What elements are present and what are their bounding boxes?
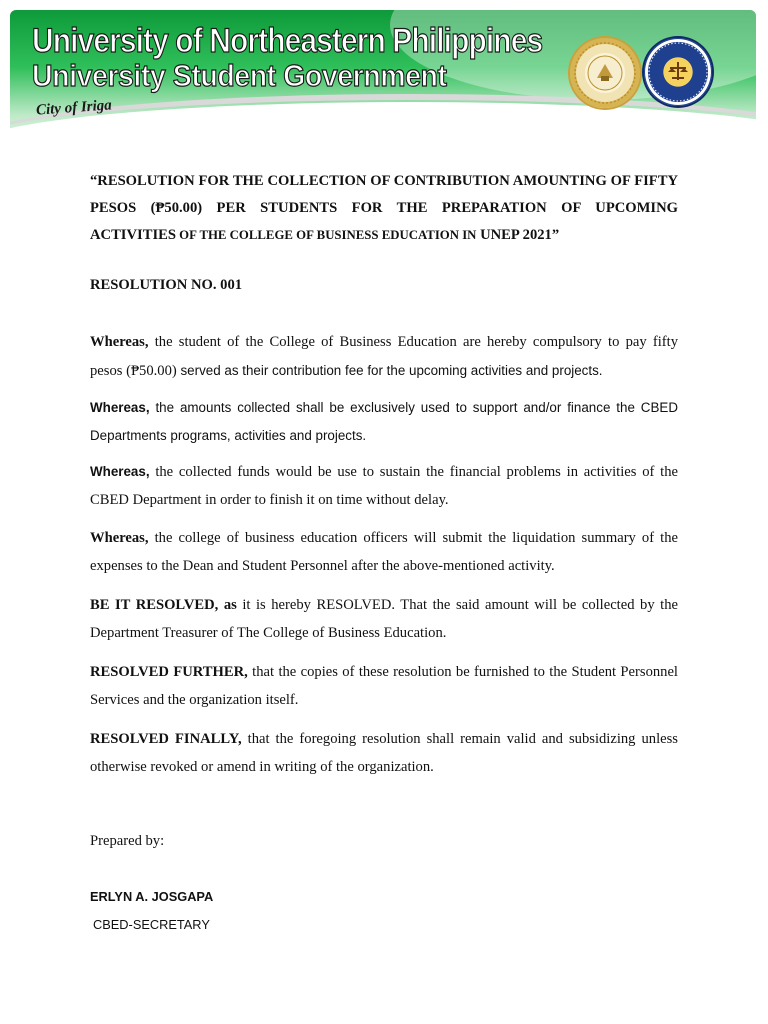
title-small: OF THE COLLEGE OF BUSINESS EDUCATION IN [175, 228, 477, 242]
paragraph-text-sans: served as their contribution fee for the upcoming activities and projects. [176, 362, 603, 378]
signer-position: CBED-SECRETARY [93, 917, 210, 932]
whereas-paragraph-1 [90, 329, 678, 385]
student-government-name: University Student Government [32, 58, 447, 93]
unep-seal-icon [570, 38, 640, 108]
paragraph-text: the collected funds would be use to sustain the financial problems in activities of the CBED Department in order to finish it on time without delay. [90, 464, 678, 508]
paragraph-text: that the copies of these resolution be furnished to the Student Personnel Services and the organization itself. [90, 664, 678, 708]
usg-seal-icon [644, 38, 712, 106]
resolution-document [90, 168, 678, 934]
paragraph-lead: Whereas, [90, 530, 149, 546]
resolution-title [90, 168, 678, 249]
city-signature: City of Iriga [35, 97, 113, 119]
university-name: University of Northeastern Philippines [32, 22, 543, 60]
whereas-paragraph-3 [90, 458, 678, 514]
whereas-paragraph-4 [90, 525, 678, 580]
be-it-resolved-paragraph [90, 592, 678, 647]
paragraph-lead: Whereas, [90, 400, 150, 415]
resolution-number: RESOLUTION NO. 001 [90, 277, 243, 293]
paragraph-lead: Whereas, [90, 464, 150, 479]
paragraph-text: the amounts collected shall be exclusively used to support and/or finance the CBED Departments programs, activities and projects. [90, 400, 678, 443]
signer-name: ERLYN A. JOSGAPA [90, 889, 214, 904]
resolved-further-paragraph [90, 659, 678, 714]
title-end: UNEP 2021” [476, 227, 560, 243]
paragraph-lead: Whereas, [90, 334, 149, 350]
paragraph-text: it is hereby RESOLVED. That the said amount will be collected by the Department Treasurer of The College of Business Education. [90, 597, 679, 641]
paragraph-lead: RESOLVED FINALLY, [90, 731, 242, 747]
letterhead-banner [10, 10, 756, 160]
title-main: “RESOLUTION FOR THE COLLECTION OF CONTRIBUTION AMOUNTING OF FIFTY PESOS (₱50.00) PER STUDENTS FOR THE PREPARATION OF UPCOMING ACTIVITIES [90, 173, 678, 243]
paragraph-text: the college of business education officers will submit the liquidation summary of the expenses to the Dean and Student Personnel after the above-mentioned activity. [90, 530, 678, 574]
paragraph-lead: RESOLVED FURTHER, [90, 664, 248, 680]
usg-seal-graphic [644, 38, 712, 106]
prepared-by-label: Prepared by: [90, 833, 165, 849]
paragraph-text: that the foregoing resolution shall remain valid and subsidizing unless otherwise revoked or amend in writing of the organization. [90, 731, 678, 775]
whereas-paragraph-2 [90, 394, 678, 449]
unep-seal-graphic [570, 38, 640, 108]
paragraph-lead: BE IT RESOLVED, as [90, 597, 237, 613]
resolved-finally-paragraph [90, 726, 678, 781]
paragraph-text: the student of the College of Business Education are hereby compulsory to pay fifty pesos (₱50.00) [90, 334, 678, 379]
